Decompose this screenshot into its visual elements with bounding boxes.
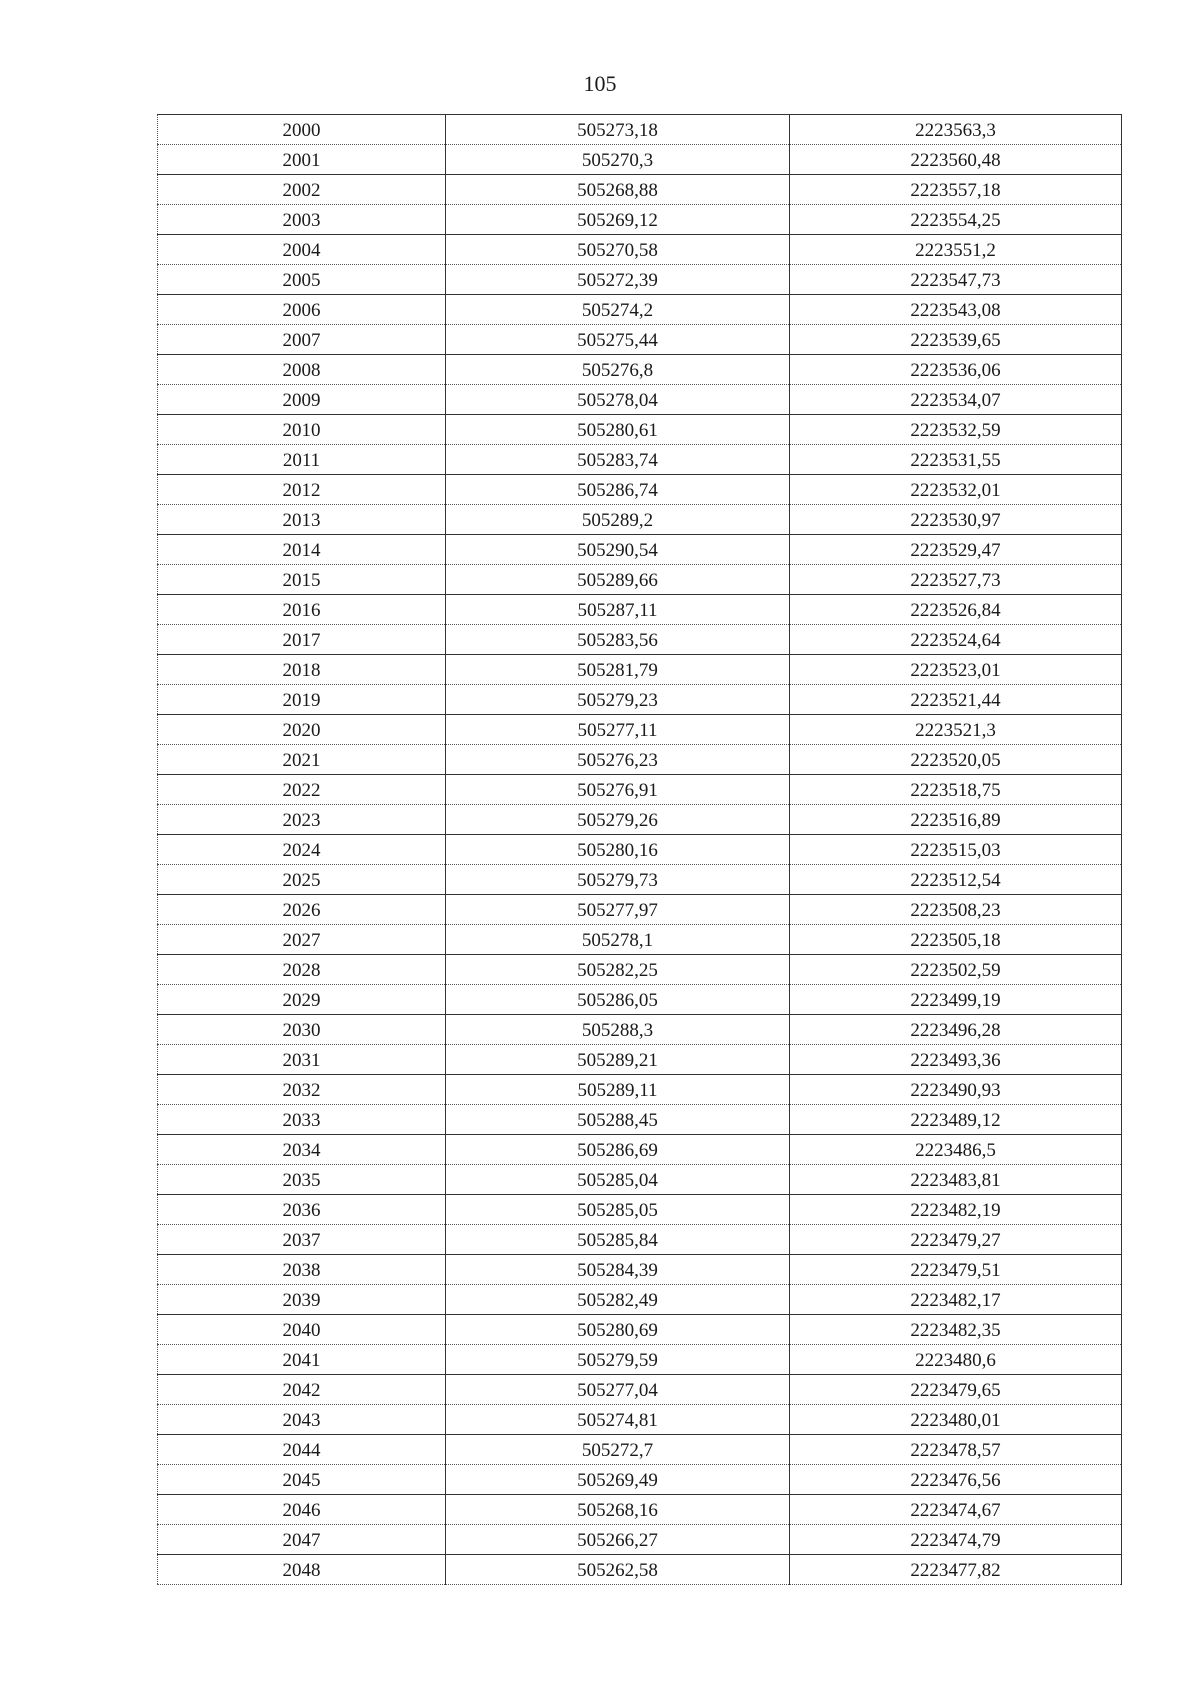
y-coordinate-cell: 2223479,65 [790, 1375, 1122, 1405]
y-coordinate-cell: 2223521,3 [790, 715, 1122, 745]
point-number-cell: 2029 [158, 985, 446, 1015]
x-coordinate-cell: 505270,58 [446, 235, 790, 265]
x-coordinate-cell: 505287,11 [446, 595, 790, 625]
point-number-cell: 2011 [158, 445, 446, 475]
point-number-cell: 2048 [158, 1555, 446, 1585]
point-number-cell: 2045 [158, 1465, 446, 1495]
x-coordinate-cell: 505277,11 [446, 715, 790, 745]
y-coordinate-cell: 2223531,55 [790, 445, 1122, 475]
point-number-cell: 2033 [158, 1105, 446, 1135]
table-row [158, 145, 1122, 175]
x-coordinate-cell: 505288,3 [446, 1015, 790, 1045]
x-coordinate-cell: 505279,59 [446, 1345, 790, 1375]
point-number-cell: 2020 [158, 715, 446, 745]
point-number-cell: 2000 [158, 115, 446, 145]
x-coordinate-cell: 505270,3 [446, 145, 790, 175]
table-row [158, 1165, 1122, 1195]
x-coordinate-cell: 505269,12 [446, 205, 790, 235]
x-coordinate-cell: 505289,11 [446, 1075, 790, 1105]
point-number-cell: 2009 [158, 385, 446, 415]
x-coordinate-cell: 505286,05 [446, 985, 790, 1015]
table-row [158, 1555, 1122, 1585]
table-row [158, 895, 1122, 925]
table-row [158, 505, 1122, 535]
x-coordinate-cell: 505276,23 [446, 745, 790, 775]
table-row [158, 325, 1122, 355]
x-coordinate-cell: 505282,25 [446, 955, 790, 985]
y-coordinate-cell: 2223557,18 [790, 175, 1122, 205]
point-number-cell: 2026 [158, 895, 446, 925]
point-number-cell: 2005 [158, 265, 446, 295]
y-coordinate-cell: 2223551,2 [790, 235, 1122, 265]
x-coordinate-cell: 505275,44 [446, 325, 790, 355]
point-number-cell: 2047 [158, 1525, 446, 1555]
table-row [158, 985, 1122, 1015]
y-coordinate-cell: 2223480,6 [790, 1345, 1122, 1375]
x-coordinate-cell: 505280,61 [446, 415, 790, 445]
x-coordinate-cell: 505278,04 [446, 385, 790, 415]
y-coordinate-cell: 2223532,01 [790, 475, 1122, 505]
x-coordinate-cell: 505280,16 [446, 835, 790, 865]
table-row [158, 115, 1122, 145]
point-number-cell: 2008 [158, 355, 446, 385]
y-coordinate-cell: 2223520,05 [790, 745, 1122, 775]
table-row [158, 655, 1122, 685]
point-number-cell: 2037 [158, 1225, 446, 1255]
point-number-cell: 2019 [158, 685, 446, 715]
x-coordinate-cell: 505279,23 [446, 685, 790, 715]
y-coordinate-cell: 2223482,19 [790, 1195, 1122, 1225]
y-coordinate-cell: 2223547,73 [790, 265, 1122, 295]
x-coordinate-cell: 505272,39 [446, 265, 790, 295]
table-row [158, 1075, 1122, 1105]
y-coordinate-cell: 2223534,07 [790, 385, 1122, 415]
table-row [158, 1195, 1122, 1225]
table-row [158, 1105, 1122, 1135]
table-row [158, 1255, 1122, 1285]
y-coordinate-cell: 2223477,82 [790, 1555, 1122, 1585]
y-coordinate-cell: 2223489,12 [790, 1105, 1122, 1135]
point-number-cell: 2014 [158, 535, 446, 565]
y-coordinate-cell: 2223554,25 [790, 205, 1122, 235]
point-number-cell: 2022 [158, 775, 446, 805]
y-coordinate-cell: 2223529,47 [790, 535, 1122, 565]
x-coordinate-cell: 505276,91 [446, 775, 790, 805]
y-coordinate-cell: 2223480,01 [790, 1405, 1122, 1435]
point-number-cell: 2041 [158, 1345, 446, 1375]
table-row [158, 475, 1122, 505]
x-coordinate-cell: 505285,04 [446, 1165, 790, 1195]
table-row [158, 1285, 1122, 1315]
y-coordinate-cell: 2223516,89 [790, 805, 1122, 835]
point-number-cell: 2043 [158, 1405, 446, 1435]
table-row [158, 925, 1122, 955]
y-coordinate-cell: 2223502,59 [790, 955, 1122, 985]
y-coordinate-cell: 2223527,73 [790, 565, 1122, 595]
x-coordinate-cell: 505276,8 [446, 355, 790, 385]
x-coordinate-cell: 505268,16 [446, 1495, 790, 1525]
point-number-cell: 2040 [158, 1315, 446, 1345]
point-number-cell: 2018 [158, 655, 446, 685]
x-coordinate-cell: 505290,54 [446, 535, 790, 565]
y-coordinate-cell: 2223524,64 [790, 625, 1122, 655]
point-number-cell: 2010 [158, 415, 446, 445]
point-number-cell: 2002 [158, 175, 446, 205]
table-row [158, 265, 1122, 295]
y-coordinate-cell: 2223508,23 [790, 895, 1122, 925]
x-coordinate-cell: 505286,74 [446, 475, 790, 505]
point-number-cell: 2004 [158, 235, 446, 265]
table-row [158, 295, 1122, 325]
y-coordinate-cell: 2223482,17 [790, 1285, 1122, 1315]
table-row [158, 565, 1122, 595]
point-number-cell: 2024 [158, 835, 446, 865]
y-coordinate-cell: 2223512,54 [790, 865, 1122, 895]
y-coordinate-cell: 2223515,03 [790, 835, 1122, 865]
table-row [158, 385, 1122, 415]
y-coordinate-cell: 2223478,57 [790, 1435, 1122, 1465]
table-row [158, 955, 1122, 985]
y-coordinate-cell: 2223543,08 [790, 295, 1122, 325]
y-coordinate-cell: 2223486,5 [790, 1135, 1122, 1165]
point-number-cell: 2028 [158, 955, 446, 985]
point-number-cell: 2036 [158, 1195, 446, 1225]
x-coordinate-cell: 505277,04 [446, 1375, 790, 1405]
table-row [158, 1045, 1122, 1075]
table-row [158, 685, 1122, 715]
point-number-cell: 2015 [158, 565, 446, 595]
x-coordinate-cell: 505283,74 [446, 445, 790, 475]
x-coordinate-cell: 505266,27 [446, 1525, 790, 1555]
point-number-cell: 2042 [158, 1375, 446, 1405]
table-row [158, 1465, 1122, 1495]
y-coordinate-cell: 2223505,18 [790, 925, 1122, 955]
x-coordinate-cell: 505288,45 [446, 1105, 790, 1135]
y-coordinate-cell: 2223539,65 [790, 325, 1122, 355]
table-row [158, 775, 1122, 805]
x-coordinate-cell: 505282,49 [446, 1285, 790, 1315]
point-number-cell: 2012 [158, 475, 446, 505]
point-number-cell: 2025 [158, 865, 446, 895]
coordinates-table [157, 114, 1122, 1585]
x-coordinate-cell: 505283,56 [446, 625, 790, 655]
y-coordinate-cell: 2223523,01 [790, 655, 1122, 685]
x-coordinate-cell: 505285,05 [446, 1195, 790, 1225]
table-row [158, 1375, 1122, 1405]
y-coordinate-cell: 2223518,75 [790, 775, 1122, 805]
x-coordinate-cell: 505289,66 [446, 565, 790, 595]
point-number-cell: 2023 [158, 805, 446, 835]
x-coordinate-cell: 505280,69 [446, 1315, 790, 1345]
point-number-cell: 2031 [158, 1045, 446, 1075]
x-coordinate-cell: 505284,39 [446, 1255, 790, 1285]
table-row [158, 1405, 1122, 1435]
y-coordinate-cell: 2223490,93 [790, 1075, 1122, 1105]
x-coordinate-cell: 505269,49 [446, 1465, 790, 1495]
y-coordinate-cell: 2223563,3 [790, 115, 1122, 145]
point-number-cell: 2003 [158, 205, 446, 235]
x-coordinate-cell: 505272,7 [446, 1435, 790, 1465]
table-row [158, 1225, 1122, 1255]
point-number-cell: 2001 [158, 145, 446, 175]
table-row [158, 205, 1122, 235]
table-row [158, 865, 1122, 895]
table-row [158, 1135, 1122, 1165]
table-row [158, 445, 1122, 475]
x-coordinate-cell: 505274,2 [446, 295, 790, 325]
x-coordinate-cell: 505285,84 [446, 1225, 790, 1255]
point-number-cell: 2044 [158, 1435, 446, 1465]
x-coordinate-cell: 505289,21 [446, 1045, 790, 1075]
y-coordinate-cell: 2223526,84 [790, 595, 1122, 625]
y-coordinate-cell: 2223530,97 [790, 505, 1122, 535]
x-coordinate-cell: 505277,97 [446, 895, 790, 925]
table-row [158, 1345, 1122, 1375]
x-coordinate-cell: 505273,18 [446, 115, 790, 145]
point-number-cell: 2030 [158, 1015, 446, 1045]
table-row [158, 835, 1122, 865]
point-number-cell: 2038 [158, 1255, 446, 1285]
table-row [158, 1495, 1122, 1525]
point-number-cell: 2021 [158, 745, 446, 775]
table-row [158, 355, 1122, 385]
x-coordinate-cell: 505279,26 [446, 805, 790, 835]
table-row [158, 175, 1122, 205]
point-number-cell: 2046 [158, 1495, 446, 1525]
x-coordinate-cell: 505289,2 [446, 505, 790, 535]
point-number-cell: 2007 [158, 325, 446, 355]
y-coordinate-cell: 2223560,48 [790, 145, 1122, 175]
y-coordinate-cell: 2223474,67 [790, 1495, 1122, 1525]
x-coordinate-cell: 505286,69 [446, 1135, 790, 1165]
point-number-cell: 2016 [158, 595, 446, 625]
y-coordinate-cell: 2223493,36 [790, 1045, 1122, 1075]
table-row [158, 625, 1122, 655]
x-coordinate-cell: 505278,1 [446, 925, 790, 955]
point-number-cell: 2034 [158, 1135, 446, 1165]
y-coordinate-cell: 2223479,51 [790, 1255, 1122, 1285]
point-number-cell: 2032 [158, 1075, 446, 1105]
x-coordinate-cell: 505262,58 [446, 1555, 790, 1585]
table-row [158, 745, 1122, 775]
point-number-cell: 2035 [158, 1165, 446, 1195]
table-row [158, 805, 1122, 835]
x-coordinate-cell: 505268,88 [446, 175, 790, 205]
y-coordinate-cell: 2223521,44 [790, 685, 1122, 715]
point-number-cell: 2039 [158, 1285, 446, 1315]
table-row [158, 415, 1122, 445]
y-coordinate-cell: 2223479,27 [790, 1225, 1122, 1255]
point-number-cell: 2006 [158, 295, 446, 325]
y-coordinate-cell: 2223483,81 [790, 1165, 1122, 1195]
table-row [158, 1015, 1122, 1045]
x-coordinate-cell: 505279,73 [446, 865, 790, 895]
x-coordinate-cell: 505274,81 [446, 1405, 790, 1435]
coordinates-table-body [158, 115, 1122, 1585]
y-coordinate-cell: 2223476,56 [790, 1465, 1122, 1495]
y-coordinate-cell: 2223532,59 [790, 415, 1122, 445]
x-coordinate-cell: 505281,79 [446, 655, 790, 685]
point-number-cell: 2017 [158, 625, 446, 655]
table-row [158, 535, 1122, 565]
y-coordinate-cell: 2223499,19 [790, 985, 1122, 1015]
page-number: 105 [583, 71, 617, 96]
y-coordinate-cell: 2223482,35 [790, 1315, 1122, 1345]
table-row [158, 1315, 1122, 1345]
table-row [158, 715, 1122, 745]
y-coordinate-cell: 2223474,79 [790, 1525, 1122, 1555]
table-row [158, 1435, 1122, 1465]
point-number-cell: 2027 [158, 925, 446, 955]
table-row [158, 1525, 1122, 1555]
y-coordinate-cell: 2223496,28 [790, 1015, 1122, 1045]
point-number-cell: 2013 [158, 505, 446, 535]
table-row [158, 235, 1122, 265]
table-row [158, 595, 1122, 625]
y-coordinate-cell: 2223536,06 [790, 355, 1122, 385]
